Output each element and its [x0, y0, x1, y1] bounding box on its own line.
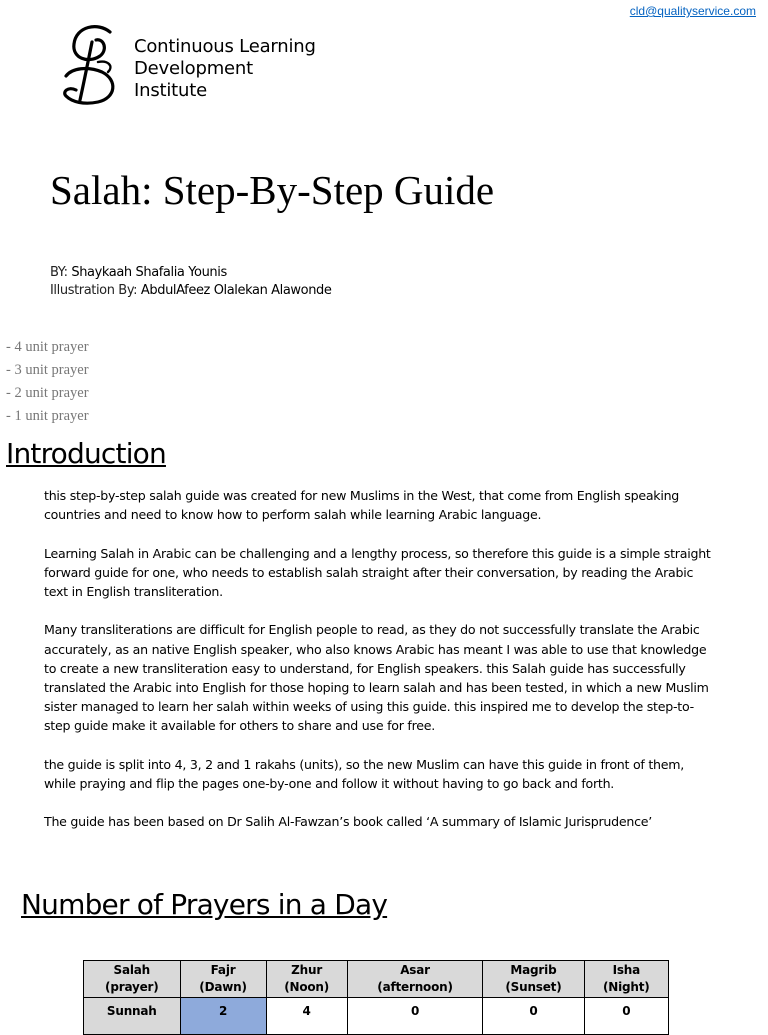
- author-line: [50, 264, 332, 282]
- unit-item: - 3 unit prayer: [6, 362, 89, 378]
- intro-paragraph: this step-by-step salah guide was created for new Muslims in the West, that come from English speaking countries and need to know how to perform salah while learning Arabic language.: [44, 488, 680, 523]
- intro-paragraph: Many transliterations are difficult for English people to read, as they do not successfully translate the Arabic accurately, as an native English speaker, who also knows Arabic has meant I was able to use that knowledge to create a new transliteration easy to understand, for English speakers. this Salah guide has successfully translated the Arabic into English for those hoping to learn salah and has been tested, in which a new Muslim sister managed to learn her salah within weeks of using this guide. this inspired me to develop the step-to-step guide make it available for others to share and use for free.: [44, 622, 709, 734]
- header-name: Isha: [612, 963, 641, 977]
- column-header: [180, 961, 266, 998]
- header-name: Magrib: [510, 963, 557, 977]
- header-name: Zhur: [291, 963, 323, 977]
- institute-line: Institute: [134, 80, 207, 101]
- table-header-row: [84, 961, 669, 998]
- header-name: Salah: [113, 963, 151, 977]
- table-cell: 2: [180, 998, 266, 1035]
- row-label: Sunnah: [84, 998, 181, 1035]
- intro-paragraph: Learning Salah in Arabic can be challenging and a lengthy process, so therefore this guide is a simple straight forward guide for one, who needs to establish salah straight after their conversation, by reading the Arabic text in English transliteration.: [44, 545, 711, 599]
- header-sub: (Noon): [284, 980, 330, 994]
- table-cell: 0: [483, 998, 584, 1035]
- illustration-label: Illustration By:: [50, 283, 141, 298]
- column-header: [483, 961, 584, 998]
- unit-item: - 4 unit prayer: [6, 339, 89, 355]
- institute-line: Continuous Learning: [134, 36, 316, 57]
- intro-paragraph: The guide has been based on Dr Salih Al-Fawzan’s book called ‘A summary of Islamic Jurisprudence’: [44, 814, 653, 830]
- column-header: [584, 961, 668, 998]
- header-name: Fajr: [210, 963, 236, 977]
- institute-line: Development: [134, 58, 253, 79]
- intro-paragraph: the guide is split into 4, 3, 2 and 1 rakahs (units), so the new Muslim can have this guide in front of them, while praying and flip the pages one-by-one and follow it without having to go back and forth.: [44, 756, 685, 791]
- header-name: Asar: [400, 963, 430, 977]
- column-header: [347, 961, 483, 998]
- introduction-heading: Introduction: [6, 437, 166, 470]
- column-header: [266, 961, 347, 998]
- by-label: BY:: [50, 265, 72, 280]
- illustrator-line: [50, 282, 332, 300]
- table-cell: 0: [584, 998, 668, 1035]
- author-name: Shaykaah Shafalia Younis: [71, 265, 227, 280]
- prayers-heading: Number of Prayers in a Day: [21, 888, 388, 921]
- header-sub: (afternoon): [377, 980, 453, 994]
- document-title: Salah: Step-By-Step Guide: [50, 167, 495, 213]
- cld-logo-icon: [58, 22, 128, 106]
- table-cell: 4: [266, 998, 347, 1035]
- unit-list: [6, 336, 89, 428]
- header-sub: (Sunset): [505, 980, 562, 994]
- unit-item: - 1 unit prayer: [6, 408, 89, 424]
- email-link[interactable]: cld@qualityservice.com: [629, 4, 756, 18]
- header-sub: (prayer): [105, 980, 159, 994]
- illustrator-name: AbdulAfeez Olalekan Alawonde: [140, 283, 332, 298]
- introduction-body: [44, 486, 716, 851]
- column-header: [84, 961, 181, 998]
- header-sub: (Dawn): [199, 980, 247, 994]
- byline: [50, 264, 332, 300]
- table-cell: 0: [347, 998, 483, 1035]
- table-row: [84, 998, 669, 1035]
- institute-name: [134, 36, 316, 102]
- unit-item: - 2 unit prayer: [6, 385, 89, 401]
- header-sub: (Night): [602, 980, 650, 994]
